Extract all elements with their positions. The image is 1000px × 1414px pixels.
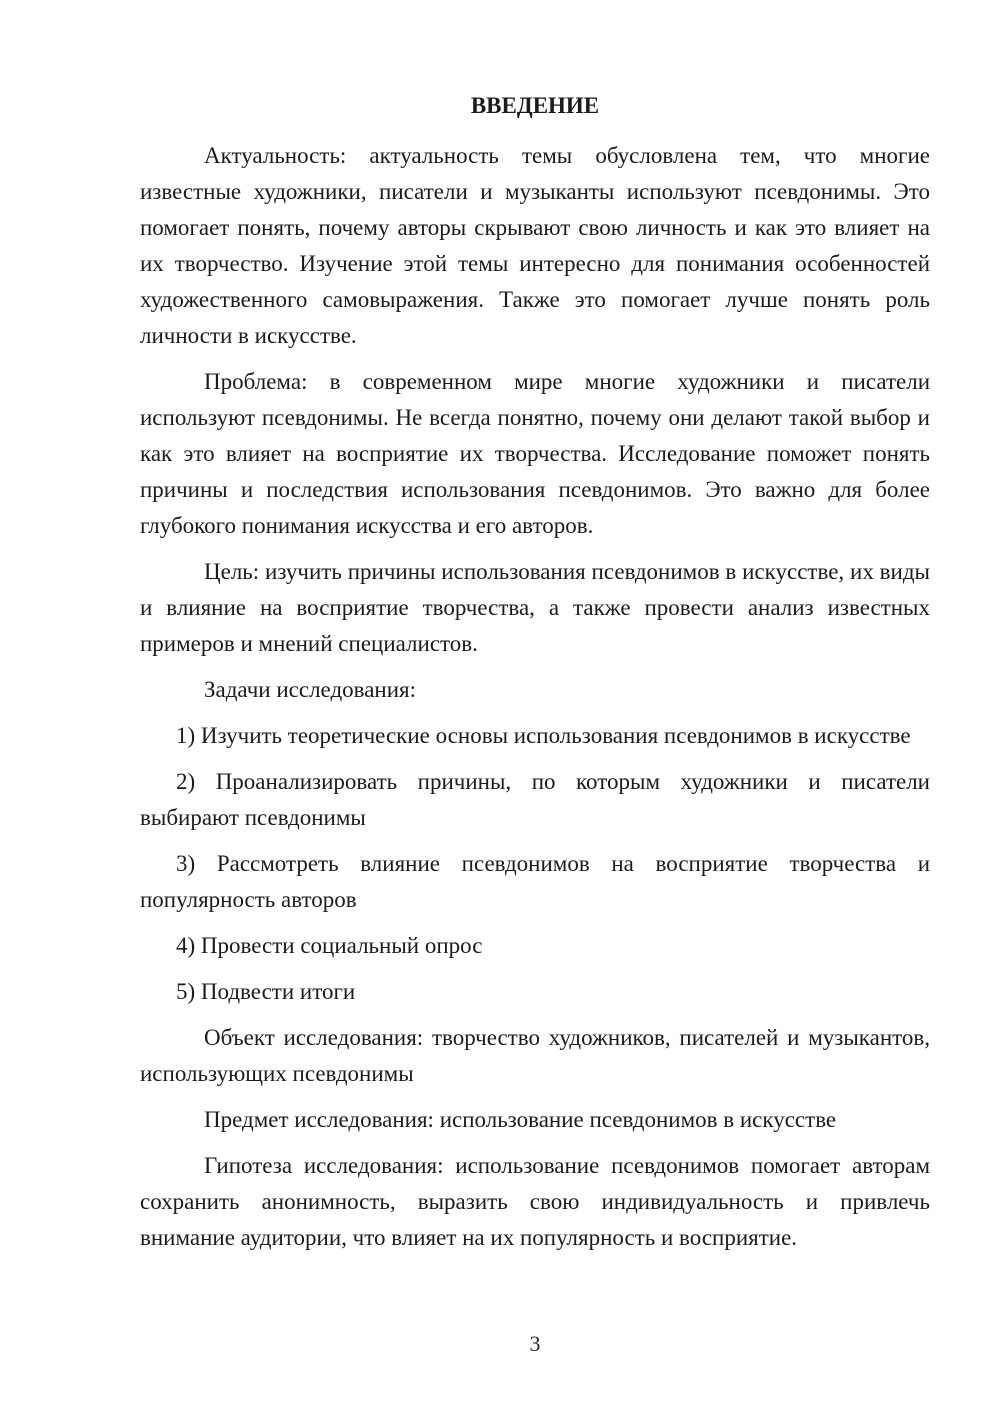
paragraph-tsel: Цель: изучить причины использования псевдонимов в искусстве, их виды и влияние на восприятие творчества, а также провести анализ известных примеров и мнений специалистов.: [140, 559, 930, 656]
paragraph-zadachi-heading: Задачи исследования:: [204, 677, 417, 702]
list-item-5: 5) Подвести итоги: [176, 979, 356, 1004]
list-item-3: 3) Рассмотреть влияние псевдонимов на восприятие творчества и популярность авторов: [140, 851, 930, 912]
paragraph-aktualnost: Актуальность: актуальность темы обусловлена тем, что многие известные художники, писатели и музыканты используют псевдонимы. Это помогает понять, почему авторы скрывают свою личность и как это влияет на их творчество. Изучение этой темы интересно для понимания особенностей художественного самовыражения. Также это помогает лучше понять роль личности в искусстве.: [140, 143, 930, 348]
paragraph-problema: Проблема: в современном мире многие художники и писатели используют псевдонимы. Не всегда понятно, почему они делают такой выбор и как это влияет на восприятие их творчества. Исследование поможет понять причины и последствия использования псевдонимов. Это важно для более глубокого понимания искусства и его авторов.: [140, 369, 930, 538]
list-item-1: 1) Изучить теоретические основы использования псевдонимов в искусстве: [176, 723, 911, 748]
list-item-2: 2) Проанализировать причины, по которым художники и писатели выбирают псевдонимы: [140, 769, 930, 830]
paragraph-gipoteza: Гипотеза исследования: использование псевдонимов помогает авторам сохранить анонимность, выразить свою индивидуальность и привлечь внимание аудитории, что влияет на их популярность и восприятие.: [140, 1153, 930, 1250]
paragraph-obekt: Объект исследования: творчество художников, писателей и музыкантов, использующих псевдонимы: [140, 1025, 930, 1086]
list-item-4: 4) Провести социальный опрос: [176, 933, 483, 958]
page-title: ВВЕДЕНИЕ: [470, 93, 600, 118]
document-content: [140, 88, 930, 1256]
paragraph-predmet: Предмет исследования: использование псевдонимов в искусстве: [204, 1107, 837, 1132]
page-number: 3: [529, 1331, 541, 1356]
